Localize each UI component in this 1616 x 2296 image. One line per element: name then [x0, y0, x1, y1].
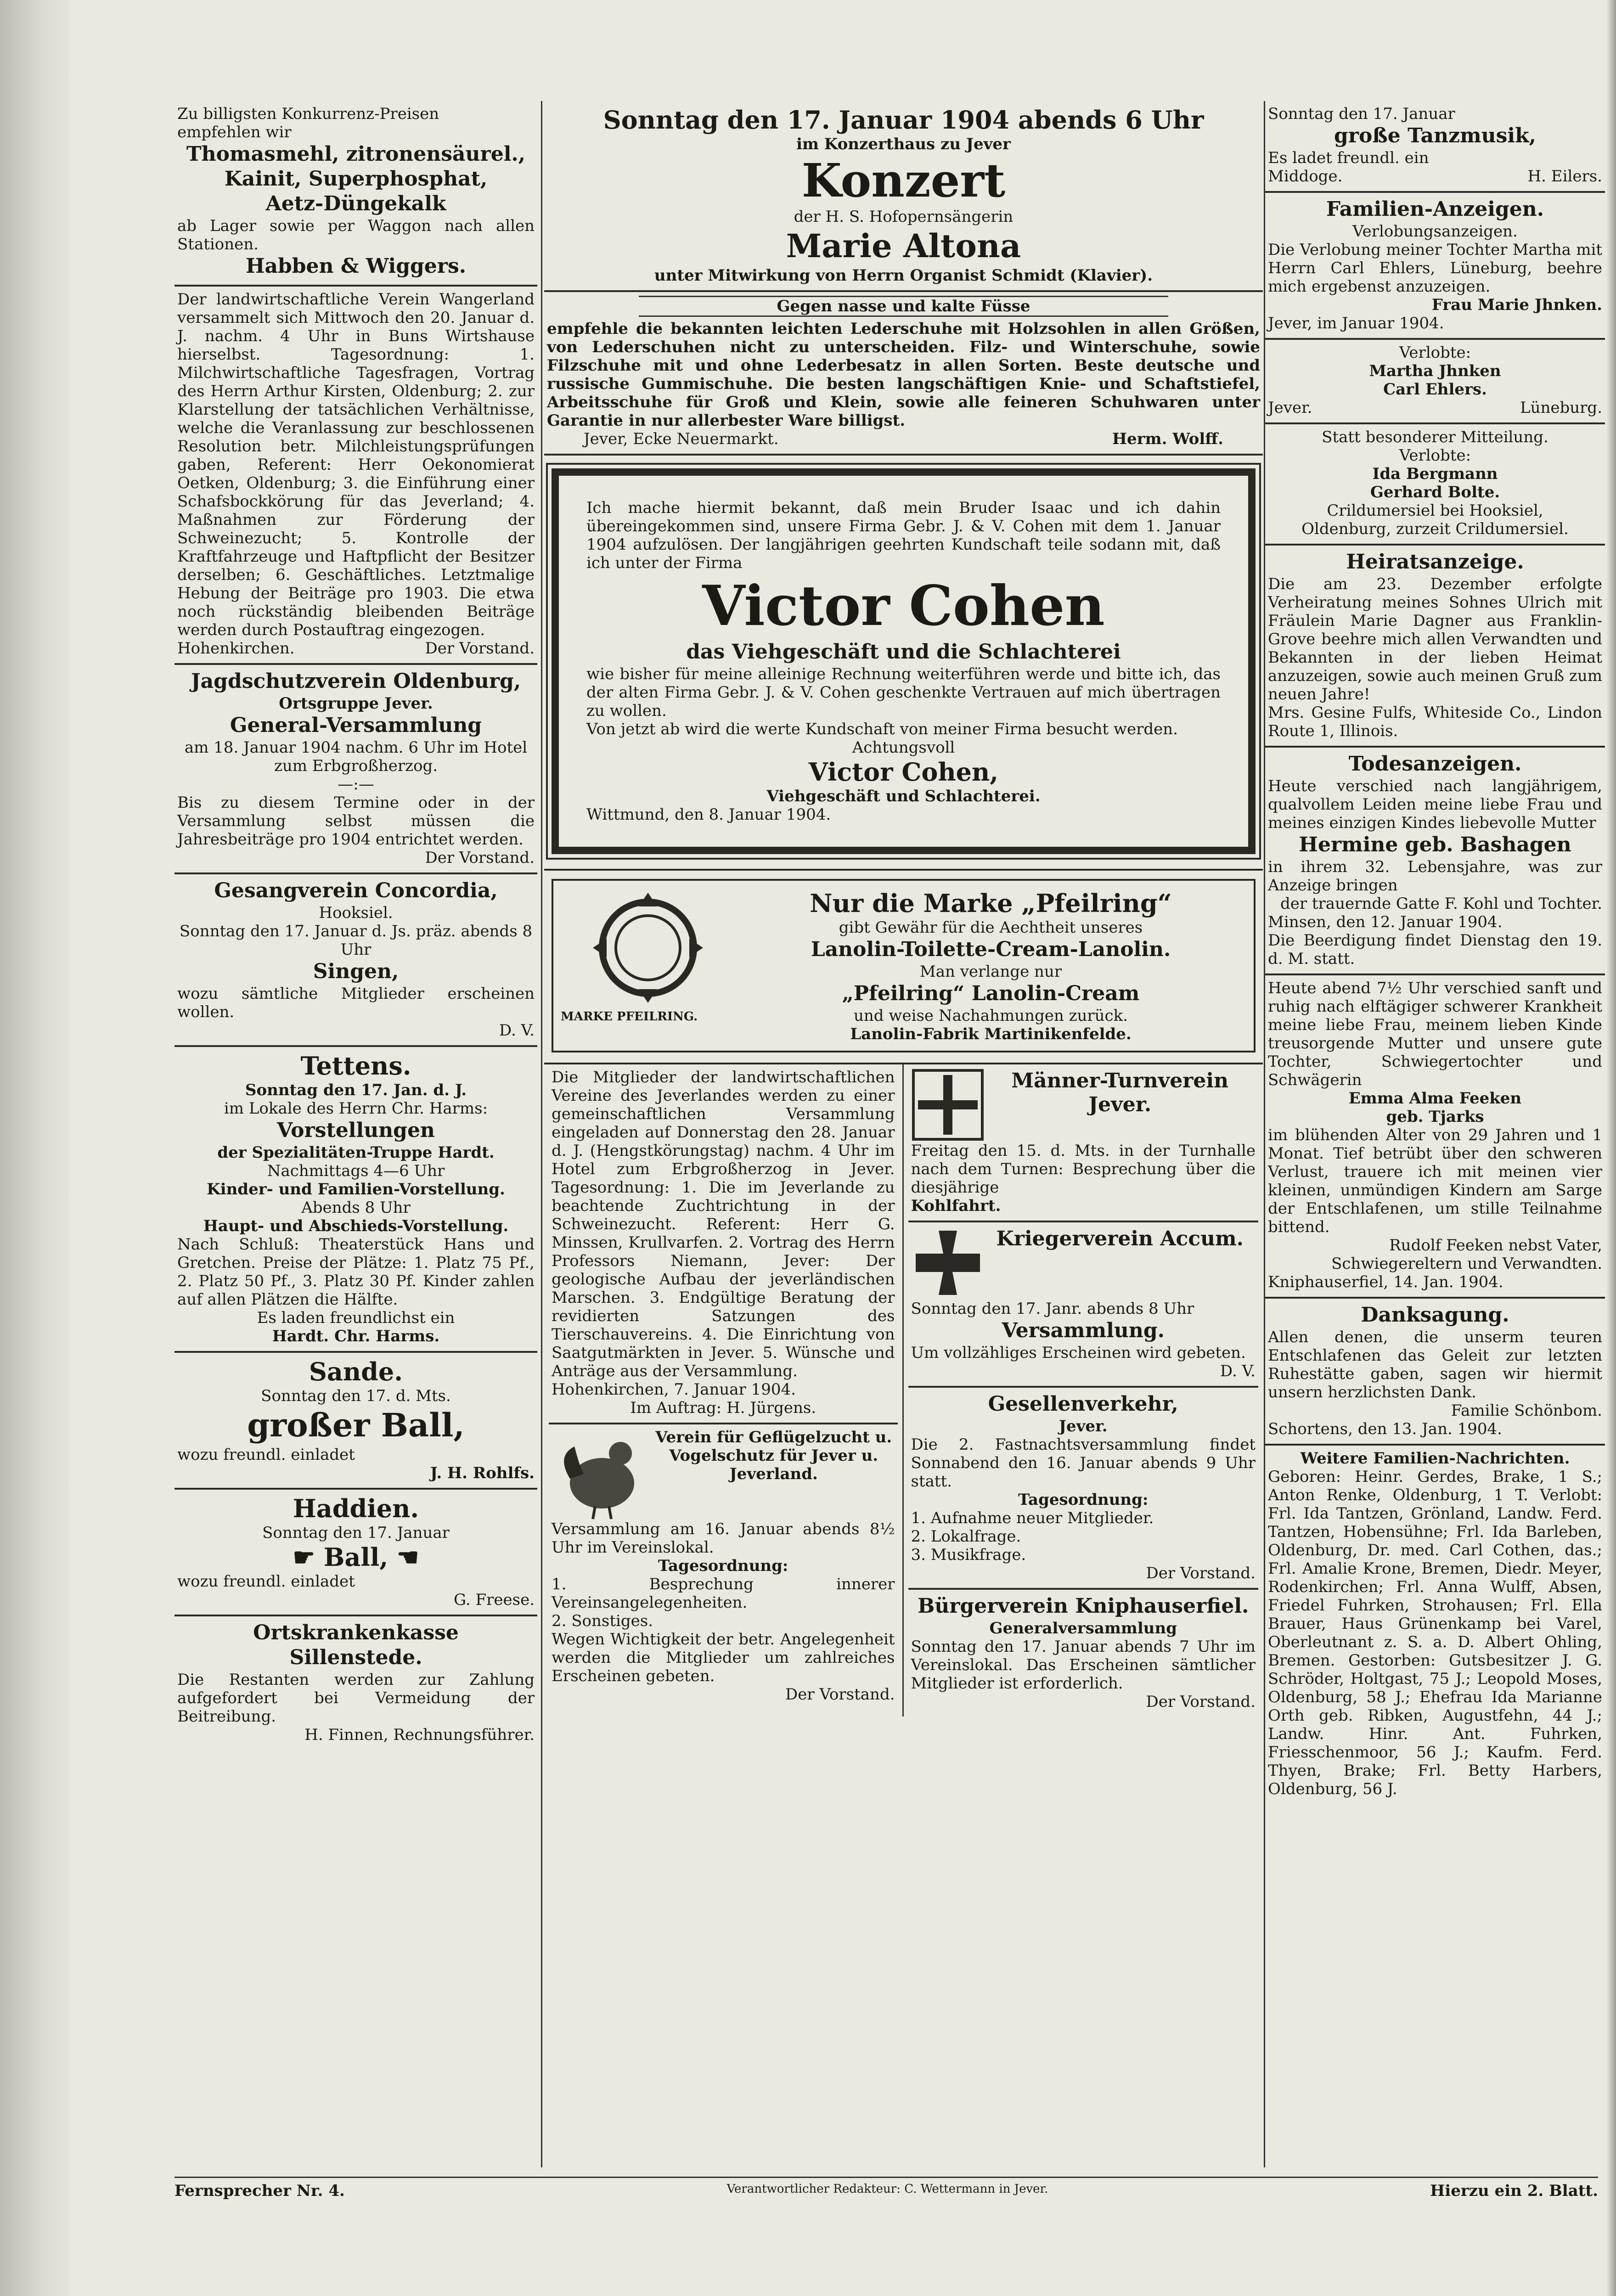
- ad-todesanzeige-2: [1265, 975, 1605, 1299]
- ad-date: Sonntag den 17. Januar: [1268, 105, 1455, 123]
- signature: Frau Marie Jhnken.: [1431, 296, 1602, 314]
- ad-title: Bürgerverein Kniphauserfiel.: [918, 1594, 1249, 1618]
- ad-body: Die Verlobung meiner Tochter Martha mit Herrn Carl Ehlers, Lüneburg, beehre mich ergebenst anzuzeigen.: [1268, 241, 1602, 296]
- center-lower-left: [544, 1064, 904, 1716]
- agenda-item: 1. Besprechung innerer Vereinsangelegenheiten.: [552, 1575, 895, 1612]
- ad-body: Ich mache hiermit bekannt, daß mein Bruder Isaac und ich dahin übereingekommen sind, unsere Firma Gebr. J. & V. Cohen mit dem 1. Januar 1904 aufzulösen. Der langjährigen geehrten Kundschaft teile sodann mit, daß ich unter der Firma: [586, 499, 1221, 572]
- firm-name: Habben & Wiggers.: [245, 254, 467, 278]
- ad-body: Versammlung am 16. Januar abends 8½ Uhr im Vereinslokal.: [552, 1520, 895, 1557]
- ad-body: Die Restanten werden zur Zahlung aufgefordert bei Vermeidung der Beitreibung.: [177, 1671, 535, 1726]
- signature-sub: Viehgeschäft und Schlachterei.: [766, 787, 1041, 805]
- name: Martha Jhnken: [1369, 362, 1501, 380]
- signature: J. H. Rohlfs.: [430, 1464, 535, 1482]
- ad-sub: Ortsgruppe Jever.: [279, 694, 433, 713]
- ad-jagdschutz: [175, 665, 537, 874]
- product-line: Kainit, Superphosphat,: [224, 167, 488, 191]
- ad-danksagung: [1265, 1299, 1605, 1446]
- ad-body: ab Lager sowie per Waggon nach allen Stationen.: [177, 217, 535, 253]
- rooster-icon: [552, 1428, 653, 1520]
- signature: D. V.: [499, 1021, 535, 1040]
- signature: Der Vorstand.: [1146, 1564, 1256, 1582]
- agenda-item: 2. Sonstiges.: [552, 1612, 653, 1630]
- binding-edge: [0, 0, 69, 2296]
- time: Nachmittags 4—6 Uhr: [267, 1162, 445, 1180]
- agenda-item: 3. Musikfrage.: [911, 1546, 1026, 1564]
- date: Jever, im Januar 1904.: [1268, 314, 1444, 332]
- ad-body: Bis zu diesem Termine oder in der Versammlung selbst müssen die Jahresbeiträge pro 1904 entrichtet werden.: [177, 793, 535, 849]
- column-right: [1265, 101, 1605, 2177]
- firm-sub: das Viehgeschäft und die Schlachterei: [686, 640, 1121, 664]
- ad-pfeilring: [544, 871, 1263, 1064]
- pfeilring-box: [552, 879, 1256, 1052]
- ad-body: Geboren: Heinr. Gerdes, Brake, 1 S.; Anton Renke, Oldenburg, 1 T. Verlobt: Frl. Ida Tantzen, Grönland, Landw. Ferd. Tantzen, Hobensühne; Frl. Ida Barleben, Oldenburg, Dr. med. Carl Cothen, das.; Frl. Amalie Krone, Bremen, Diedr. Meyer, Rodenkirchen; Frl. Anna Wulff, Absen, Friedel Fuhrken, Strohausen; Frl. Ella Brauer, Haus Grünenkamp bei Varel, Oberleutnant z. S. a. D. Albert Ohling, Bremen. Gestorben: Gutsbesitzer J. G. Schröder, Holtgast, 75 J.; Leopold Moses, Oldenburg, 58 J.; Ehefrau Ida Marianne Orth geb. Ribken, Augustfehn, 44 J.; Landw. Hinr. Ant. Fuhrken, Friesschenmoor, 56 J.; Kaufm. Ferd. Thyen, Brake; Frl. Betty Harbers, Oldenburg, 56 J.: [1268, 1468, 1602, 1798]
- signature: Der Vorstand.: [425, 849, 535, 867]
- ad-concordia: [175, 874, 537, 1047]
- ad-gesellenverkehr: [908, 1388, 1259, 1590]
- ad-body: Allen denen, die unserm teuren Entschlafenen das Geleit zur letzten Ruhestätte gaben, sagen wir hiermit unsern herzlichsten Dank.: [1268, 1328, 1602, 1401]
- place: Middoge.: [1268, 167, 1343, 186]
- ad-familien-nachrichten: [1265, 1446, 1605, 1804]
- section-title: Danksagung.: [1361, 1303, 1509, 1327]
- ad-title: Kriegerverein Accum.: [996, 1227, 1244, 1250]
- ad-body: Sonntag den 17. Januar d. Js. präz. abends 8 Uhr: [179, 922, 533, 959]
- ad-date: Sonntag den 17. d. Mts.: [261, 1387, 451, 1405]
- ad-gefluegel: [549, 1424, 898, 1709]
- signature: Der Vorstand.: [785, 1685, 895, 1704]
- ad-title: Jagdschutzverein Oldenburg,: [191, 670, 521, 693]
- signature: D. V.: [1220, 1362, 1256, 1380]
- section-title: Todesanzeigen.: [1348, 752, 1522, 776]
- ad-body: Die am 23. Dezember erfolgte Verheiratung meines Sohnes Ulrich mit Fräulein Marie Dagner aus Franklin-Grove beehre mich allen Verwandten und Bekannten in der lieben Heimat anzuzeigen, sowie auch meinen Gruß zum neuen Jahre!: [1268, 575, 1602, 703]
- ad-body: Heute abend 7½ Uhr verschied sanft und ruhig nach elftägiger schwerer Krankheit meine liebe Frau, meinem lieben Kinde treusorgende Mutter und unsere gute Tochter, Schwiegertochter und Schwägerin: [1268, 979, 1602, 1089]
- date: Kniphauserfiel, 14. Jan. 1904.: [1268, 1273, 1503, 1291]
- ad-fertilizer: [175, 101, 537, 287]
- ad-body: am 18. Januar 1904 nachm. 6 Uhr im Hotel zum Erbgroßherzog.: [184, 738, 528, 775]
- ad-word: Kohlfahrt.: [911, 1197, 1001, 1215]
- date: Wittmund, den 8. Januar 1904.: [586, 805, 831, 824]
- agenda-title: Tagesordnung:: [1018, 1491, 1149, 1509]
- column-rule: [541, 101, 542, 2167]
- greeting: Achtungsvoll: [852, 738, 955, 757]
- ad-place: Jever.: [1059, 1417, 1108, 1435]
- page-footer: [175, 2177, 1598, 2200]
- ad-turnverein: [908, 1064, 1259, 1222]
- signature: Der Vorstand.: [1146, 1693, 1256, 1711]
- ring-arrow-icon: [588, 888, 708, 1007]
- deceased-name: Emma Alma Feeken: [1348, 1089, 1522, 1108]
- name: Ida Bergmann: [1372, 465, 1498, 483]
- column-left: [175, 101, 537, 2177]
- ad-body: Nach Schluß: Theaterstück Hans und Gretchen. Preise der Plätze: 1. Platz 75 Pf., 2. Platz 50 Pf., 3. Platz 30 Pf. Kinder zahlen auf allen Plätzen die Hälfte.: [177, 1235, 535, 1309]
- ad-date: Sonntag den 17. Januar: [262, 1524, 450, 1542]
- ad-schuhe: [544, 292, 1263, 456]
- ball-word: Ball,: [323, 1542, 389, 1572]
- ad-body: Der landwirtschaftliche Verein Wangerland versammelt sich Mittwoch den 20. Januar d. J. nachm. 4 Uhr in Buns Wirtshause hierselbst. Tagesordnung: 1. Milchwirtschaftliche Tagesfragen, Vortrag des Herrn Arthur Kirsten, Oldenburg; 2. zur Klarstellung der tatsächlichen Verhältnisse, welche die Veranlassung zur beschlossenen Resolution betr. Milchleistungsprüfungen gaben, Referent: Herr Oekonomierat Oetken, Oldenburg; 3. die Einführung einer Schafsbockkörung für das Jeverland; 4. Maßnahmen zur Förderung der Schweinezucht; 5. Kontrolle der Kraftfahrzeuge und Haftpflicht der Besitzer derselben; 6. Geschäftliches. Letztmalige Hebung der Beiträge pro 1903. Die etwa noch rückständig bleibenden Beiträge werden durch Postauftrag eingezogen.: [177, 290, 535, 639]
- signature: Herm. Wolff.: [1112, 430, 1223, 448]
- ad-title: Gegen nasse und kalte Füsse: [639, 296, 1168, 317]
- place: Jever, Ecke Neuermarkt.: [584, 430, 779, 448]
- ad-body: Wegen Wichtigkeit der betr. Angelegenheit werden die Mitglieder um zahlreiches Erscheinen gebeten.: [552, 1630, 895, 1685]
- ad-sande: [175, 1353, 537, 1490]
- separator: —:—: [338, 775, 374, 793]
- product-name: Lanolin-Toilette-Cream-Lanolin.: [811, 938, 1171, 961]
- ad-title2: großer Ball,: [247, 1406, 465, 1444]
- ad-title2: Vorstellungen: [277, 1119, 435, 1142]
- ad-heirat: [1265, 546, 1605, 748]
- ad-tanzmusik: [1265, 101, 1605, 193]
- section-title: Familien-Anzeigen.: [1326, 197, 1544, 221]
- agenda-title: Tagesordnung:: [658, 1557, 788, 1575]
- label: Verlobte:: [1399, 343, 1471, 362]
- place: Crildumersiel bei Hooksiel,: [1327, 501, 1543, 520]
- footer-right: Hierzu ein 2. Blatt.: [1430, 2182, 1598, 2200]
- konzert-date: Sonntag den 17. Januar 1904 abends 6 Uhr: [603, 105, 1204, 135]
- ad-place: im Lokale des Herrn Chr. Harms:: [224, 1099, 488, 1118]
- ad-body: Die Mitglieder der landwirtschaftlichen Vereine des Jeverlandes werden zu einer gemeinschaftlichen Versammlung eingeladen auf Donnerstag den 28. Januar d. J. (Hengstkörungstag) nachm. 4 Uhr im Hotel zum Erbgroßherzog in Jever. Tagesordnung: 1. Die im Jeverlande zu beachtende Zuchtrichtung in der Schweinezucht. Referent: Herr G. Minssen, Krullvarfen. 2. Vortrag des Herrn Professors Niemann, Jever: Der geologische Aufbau der jeverländischen Marschen. 3. Endgültige Beratung der revidierten Satzungen des Tierschauvereins. 4. Die Einrichtung von Saatgutmärkten in Jever. 5. Wünsche und Anträge aus der Versammlung.: [552, 1068, 895, 1380]
- ad-krankenkasse: [175, 1616, 537, 1750]
- show: Haupt- und Abschieds-Vorstellung.: [203, 1217, 509, 1235]
- show: Kinder- und Familien-Vorstellung.: [207, 1180, 505, 1199]
- signature: Im Auftrag: H. Jürgens.: [630, 1399, 816, 1417]
- ad-title: Nur die Marke „Pfeilring“: [810, 889, 1172, 918]
- signature: Mrs. Gesine Fulfs, Whiteside Co., Lindon Route 1, Illinois.: [1268, 703, 1602, 740]
- date: Minsen, den 12. Januar 1904.: [1268, 913, 1503, 931]
- agenda-item: 1. Aufnahme neuer Mitglieder.: [911, 1509, 1154, 1527]
- ad-line: Man verlange nur: [919, 962, 1062, 981]
- product-line: Aetz-Düngekalk: [265, 192, 446, 215]
- ad-body: Sonntag den 17. Januar abends 7 Uhr im Vereinslokal. Das Erscheinen sämtlicher Mitglieder ist erforderlich.: [911, 1638, 1256, 1693]
- ad-title: Verein für Geflügelzucht u. Vogelschutz für Jever u. Jeverland.: [655, 1428, 892, 1483]
- signature: Rudolf Feeken nebst Vater, Schwiegereltern und Verwandten.: [1331, 1236, 1602, 1273]
- signature: Hardt. Chr. Harms.: [272, 1327, 440, 1345]
- ad-title2: Sillenstede.: [289, 1646, 422, 1669]
- section-sub: Verlobungsanzeigen.: [1352, 222, 1518, 241]
- ad-body: Von jetzt ab wird die werte Kundschaft von meiner Firma besucht werden.: [586, 720, 1178, 738]
- ad-title: Ortskrankenkasse: [253, 1621, 459, 1644]
- time: Abends 8 Uhr: [301, 1199, 411, 1217]
- logo-text: MARKE PFEILRING.: [561, 1010, 698, 1024]
- ad-place: Hooksiel.: [319, 904, 393, 922]
- ad-title2: Versammlung.: [1002, 1319, 1165, 1342]
- ad-body: wie bisher für meine alleinige Rechnung weiterführen werde und bitte ich, das der alten Firma Gebr. J. & V. Cohen geschenkte Vertrauen auf mich übertragen zu wollen.: [586, 665, 1221, 720]
- signature: Der Vorstand.: [425, 639, 535, 658]
- ad-landw-verein: [175, 287, 537, 665]
- ad-tettens: [175, 1047, 537, 1353]
- ad-body: empfehle die bekannten leichten Lederschuhe mit Holzsohlen in allen Größen, von Lederschuhen nicht zu unterscheiden. Filz- und Winterschuhe, sowie Filzschuhe mit und ohne Lederbesatz in allen Sorten. Beste deutsche und russische Gummischuhe. Die besten langschäftigen Knie- und Schaftstiefel, Arbeitsschuhe für Groß und Klein, sowie alle feineren Schuhwaren unter Garantie in nur allerbester Ware billigst.: [547, 320, 1260, 430]
- signature: der trauernde Gatte F. Kohl und Tochter.: [1280, 895, 1602, 913]
- ad-verlobung: [1265, 193, 1605, 340]
- ad-line: gibt Gewähr für die Aechtheit unseres: [839, 918, 1143, 937]
- ad-landw-versammlung: [549, 1064, 898, 1424]
- signature: Familie Schönbom.: [1451, 1401, 1602, 1420]
- deceased-name: Hermine geb. Bashagen: [1299, 833, 1571, 856]
- konzert-venue: im Konzerthaus zu Jever: [796, 135, 1011, 153]
- ad-konzert: [544, 101, 1263, 292]
- name: Gerhard Bolte.: [1370, 483, 1500, 501]
- ad-line: empfehlen wir: [177, 123, 292, 141]
- turner-cross-icon: [911, 1068, 985, 1142]
- ad-body: Die 2. Fastnachtsversammlung findet Sonnabend den 16. Januar abends 9 Uhr statt.: [911, 1435, 1256, 1491]
- ad-buergerverein: [908, 1590, 1259, 1716]
- ad-body: Freitag den 15. d. Mts. in der Turnhalle nach dem Turnen: Besprechung über die diesjährige: [911, 1142, 1256, 1197]
- name: Carl Ehlers.: [1383, 380, 1487, 399]
- place: Oldenburg, zurzeit Crildumersiel.: [1301, 520, 1569, 538]
- konzert-line: der H. S. Hofopernsängerin: [794, 208, 1014, 226]
- ad-haddien: [175, 1490, 537, 1616]
- ad-title2: [177, 1543, 535, 1571]
- signature: H. Eilers.: [1527, 167, 1602, 186]
- note: Statt besonderer Mitteilung.: [1322, 428, 1548, 446]
- ad-todesanzeige-1: [1265, 748, 1605, 975]
- footer-left: Fernsprecher Nr. 4.: [175, 2182, 345, 2200]
- ad-body: wozu sämtliche Mitglieder erscheinen wollen.: [177, 985, 535, 1021]
- firm-name: Victor Cohen: [702, 574, 1105, 638]
- label: Verlobte:: [1399, 446, 1471, 465]
- invite: Es laden freundlichst ein: [257, 1309, 455, 1327]
- ornamental-frame: [552, 468, 1256, 854]
- ad-date: Sonntag den 17. Jan. d. J.: [245, 1081, 467, 1099]
- product-name: „Pfeilring“ Lanolin-Cream: [842, 982, 1140, 1005]
- ad-line: Zu billigsten Konkurrenz-Preisen: [177, 105, 439, 123]
- ad-title: Gesangverein Concordia,: [214, 879, 498, 902]
- footer-center: Verantwortlicher Redakteur: C. Wettermann in Jever.: [726, 2182, 1048, 2196]
- place: Jever.: [1268, 399, 1312, 417]
- singer-name: Marie Altona: [786, 227, 1021, 265]
- ad-title: Tettens.: [300, 1051, 411, 1080]
- page-edge: [1607, 0, 1616, 2296]
- ad-body: wozu freundl. einladet: [177, 1572, 355, 1591]
- ad-title: Sande.: [309, 1357, 403, 1386]
- firm-name: Lanolin-Fabrik Martinikenfelde.: [850, 1025, 1132, 1043]
- konzert-title: Konzert: [801, 153, 1006, 208]
- pointing-hand-icon: ☚: [388, 1542, 419, 1572]
- ad-title: Gesellenverkehr,: [988, 1392, 1178, 1416]
- ad-sub: Generalversammlung: [989, 1619, 1177, 1638]
- ad-title: Männer-Turnverein Jever.: [1011, 1069, 1229, 1116]
- signature-name: Victor Cohen,: [808, 757, 999, 787]
- pointing-hand-icon: ☛: [293, 1542, 324, 1572]
- section-title: Weitere Familien-Nachrichten.: [1300, 1449, 1570, 1468]
- iron-cross-icon: [911, 1226, 985, 1300]
- date: Hohenkirchen, 7. Januar 1904.: [552, 1380, 796, 1399]
- ad-body: Es ladet freundl. ein: [1268, 149, 1429, 167]
- center-lower-grid: [544, 1064, 1263, 1716]
- ad-kriegerverein: [908, 1222, 1259, 1388]
- ad-body: Sonntag den 17. Janr. abends 8 Uhr: [911, 1300, 1194, 1318]
- ad-body: Um vollzähliges Erscheinen wird gebeten.: [911, 1344, 1246, 1362]
- ad-title: große Tanzmusik,: [1334, 124, 1536, 147]
- signature: H. Finnen, Rechnungsführer.: [304, 1726, 535, 1744]
- ad-verlobte-1: [1265, 340, 1605, 424]
- place: Hohenkirchen.: [177, 639, 295, 658]
- section-title: Heiratsanzeige.: [1346, 550, 1524, 574]
- signature: G. Freese.: [453, 1591, 535, 1609]
- agenda-item: 2. Lokalfrage.: [911, 1527, 1021, 1546]
- column-center: [544, 101, 1263, 2177]
- ad-body: im blühenden Alter von 29 Jahren und 1 Monat. Tief betrübt über den schweren Verlust, trauere ich mit meinen vier kleinen, unmündigen Kindern am Sarge der Entschlafenen, um stille Teilnahme bittend.: [1268, 1126, 1602, 1236]
- ad-title: Haddien.: [293, 1494, 419, 1523]
- ad-body: in ihrem 32. Lebensjahre, was zur Anzeige bringen: [1268, 858, 1602, 895]
- ad-line: und weise Nachahmungen zurück.: [853, 1007, 1128, 1025]
- ad-title2: Singen,: [313, 960, 399, 983]
- troupe: der Spezialitäten-Truppe Hardt.: [217, 1143, 495, 1162]
- date: Schortens, den 13. Jan. 1904.: [1268, 1420, 1502, 1438]
- product-line: Thomasmehl, zitronensäurel.,: [186, 142, 526, 166]
- ad-cohen: [544, 456, 1263, 871]
- ad-body: wozu freundl. einladet: [177, 1446, 355, 1464]
- konzert-line: unter Mitwirkung von Herrn Organist Schmidt (Klavier).: [654, 266, 1153, 285]
- pfeilring-logo: [561, 888, 735, 1043]
- ad-body: Heute verschied nach langjährigem, qualvollem Leiden meine liebe Frau und meines einzigen Kindes liebevolle Mutter: [1268, 777, 1602, 832]
- ad-title2: General-Versammlung: [230, 714, 482, 737]
- place: Lüneburg.: [1520, 399, 1602, 417]
- deceased-name: geb. Tjarks: [1386, 1108, 1484, 1126]
- ad-verlobte-2: [1265, 424, 1605, 546]
- center-lower-right: [904, 1064, 1263, 1716]
- note: Die Beerdigung findet Dienstag den 19. d. M. statt.: [1268, 931, 1602, 968]
